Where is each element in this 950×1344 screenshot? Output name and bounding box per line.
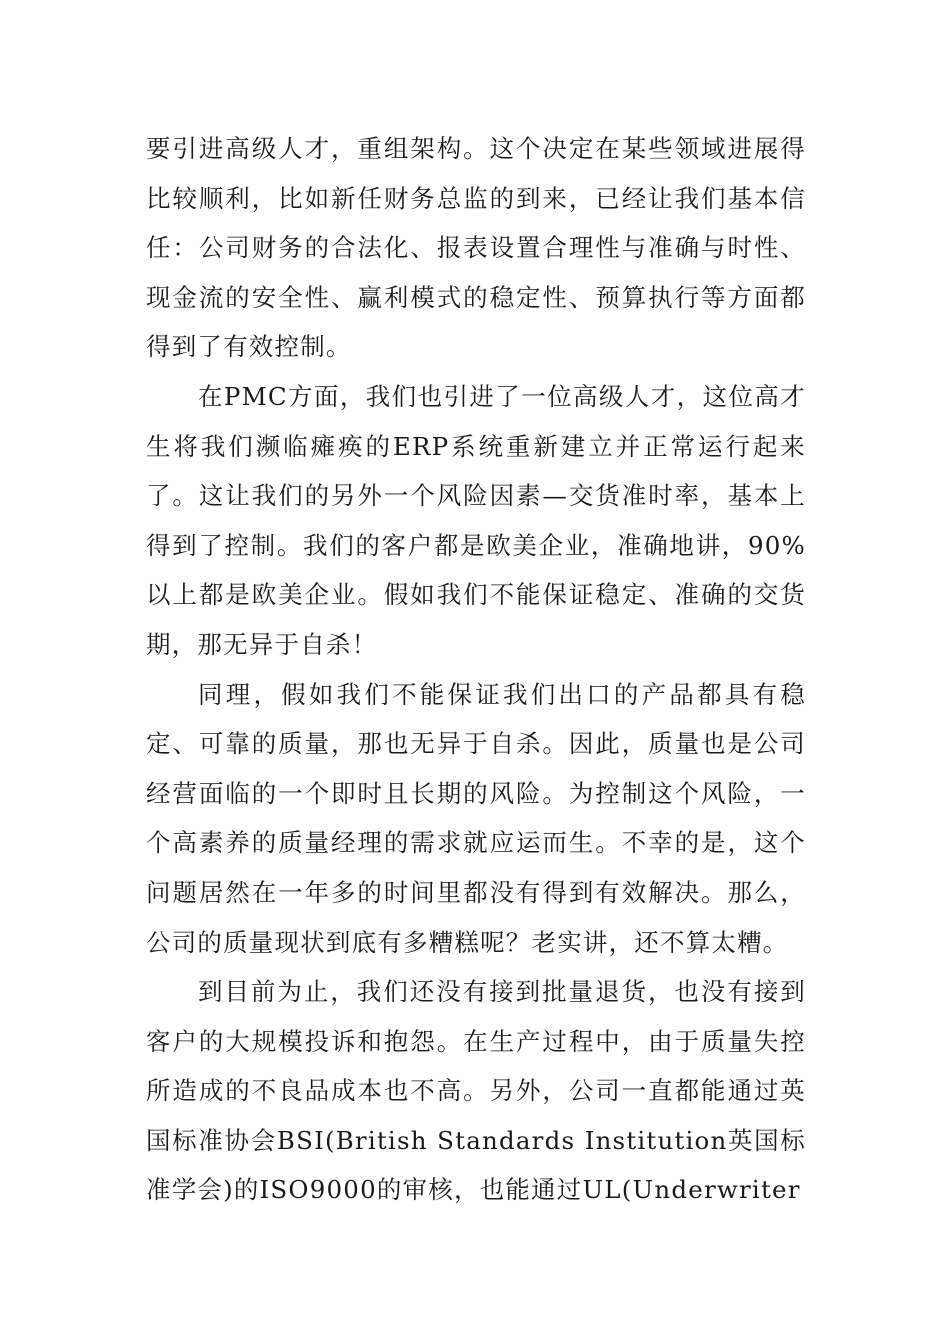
paragraph-2: 在PMC方面，我们也引进了一位高级人才，这位高才生将我们濒临瘫痪的ERP系统重新建立并正常运行起来了。这让我们的另外一个风险因素—交货准时率，基本上得到了控制。我们的客户都是欧美企业，准确地讲，90%以上都是欧美企业。假如我们不能保证稳定、准确的交货期，那无异于自杀！: [146, 381, 806, 659]
paragraph-3: 同理，假如我们不能保证我们出口的产品都具有稳定、可靠的质量，那也无异于自杀。因此，质量也是公司经营面临的一个即时且长期的风险。为控制这个风险，一个高素养的质量经理的需求就应运而生。不幸的是，这个问题居然在一年多的时间里都没有得到有效解决。那么，公司的质量现状到底有多糟糕呢？老实讲，还不算太糟。: [146, 679, 806, 957]
paragraph-1: 要引进高级人才，重组架构。这个决定在某些领域进展得比较顺利，比如新任财务总监的到来，已经让我们基本信任：公司财务的合法化、报表设置合理性与准确与时性、现金流的安全性、赢利模式的稳定性、预算执行等方面都得到了有效控制。: [146, 134, 806, 362]
document-body: [146, 124, 806, 1215]
paragraph-4: 到目前为止，我们还没有接到批量退货，也没有接到客户的大规模投诉和抱怨。在生产过程中，由于质量失控所造成的不良品成本也不高。另外，公司一直都能通过英国标准协会BSI(British Standards Institution英国标准学会)的ISO9000的审核，也能通过UL(Underwriter: [146, 977, 806, 1205]
